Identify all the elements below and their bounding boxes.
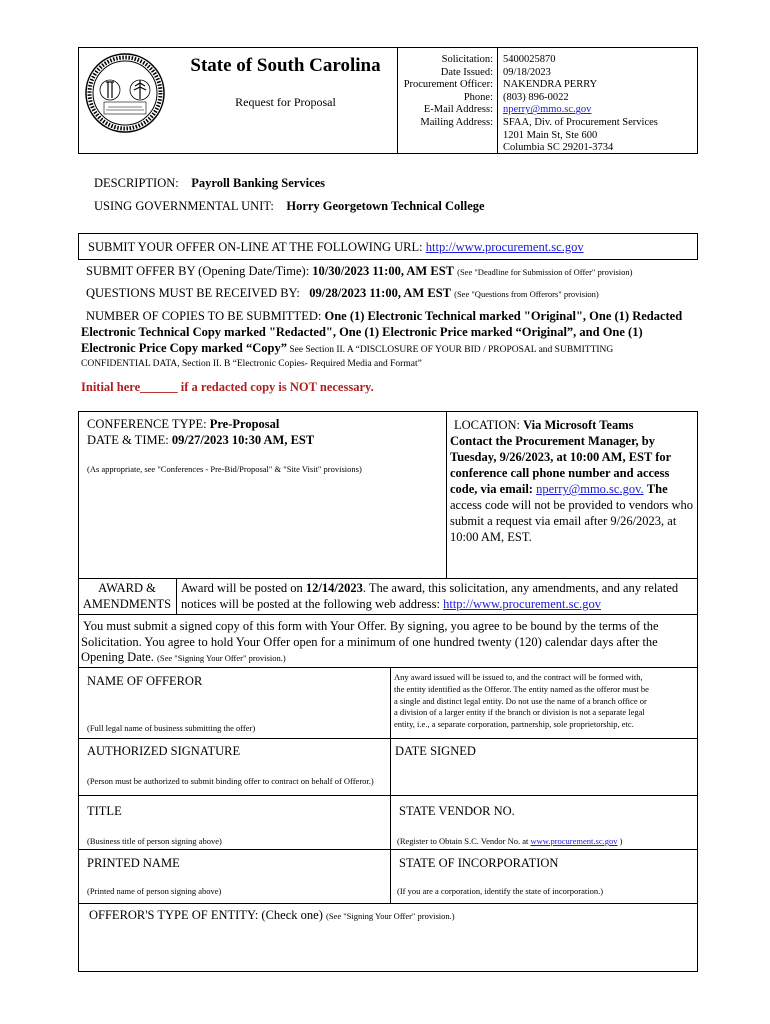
unit-line — [94, 199, 485, 214]
copies-line-2: Electronic Technical Copy marked "Redacted", One (1) Electronic Price marked “Original”, and One (1) — [81, 325, 643, 339]
award-note-2: the entity identified as the Offeror. The entity named as the offeror must be — [394, 683, 649, 694]
header-labels — [400, 54, 493, 130]
award-text — [181, 581, 696, 612]
award-label — [78, 581, 176, 612]
copies-line-3-rest: See Section II. A “DISCLOSURE OF YOUR BID / PROPOSAL and SUBMITTING — [287, 345, 614, 355]
conference-date-line — [87, 433, 442, 449]
offeror-label: NAME OF OFFEROR — [87, 674, 203, 688]
questions-line — [86, 286, 599, 301]
label-officer: Procurement Officer: — [403, 79, 493, 91]
sign-line-1: You must submit a signed copy of this form with Your Offer. By signing, you agree to be bound by the terms of the — [83, 619, 659, 633]
award-line-1 — [181, 581, 696, 597]
loc-line-2: Tuesday, 9/26/2023, at 10:00 AM, EST for — [450, 450, 672, 464]
copies-line-1 — [81, 308, 696, 324]
vendor-label: STATE VENDOR NO. — [399, 804, 515, 818]
sign-note: (See "Signing Your Offer" provision.) — [157, 653, 286, 663]
sign-line-2: Solicitation. You agree to hold Your Offer open for a minimum of one hundred twenty (120) calendar days after the — [81, 634, 658, 649]
offeror-field[interactable] — [82, 690, 386, 718]
incorporation-note: (If you are a corporation, identify the state of incorporation.) — [397, 886, 604, 896]
vendor-field[interactable] — [394, 818, 694, 834]
loc-code-line — [450, 481, 698, 497]
copies-label: NUMBER OF COPIES TO BE SUBMITTED: — [86, 309, 322, 323]
loc-rest-1: access code will not be provided to vendors who — [450, 498, 693, 512]
value-address-3: Columbia SC 29201-3734 — [503, 142, 614, 154]
copies-line-3-bold: Electronic Price Copy marked “Copy” — [81, 341, 287, 355]
loc-rest-3: 10:00 AM, EST. — [450, 530, 532, 544]
sign-text — [81, 619, 696, 667]
submit-by-value: 10/30/2023 11:00, AM EST — [312, 264, 454, 278]
offeror-note: (Full legal name of business submitting the offer) — [87, 723, 256, 733]
questions-value: 09/28/2023 11:00, AM EST — [309, 286, 451, 300]
form-hline-1 — [78, 738, 698, 739]
submit-url-line — [88, 240, 584, 255]
title-note: (Business title of person signing above) — [87, 836, 222, 846]
award-note-5: entity, i.e., a separate corporation, partnership, sole proprietorship, etc. — [394, 719, 634, 730]
award-text-post: . The award, this solicitation, any amendments, and any related — [362, 581, 679, 595]
vendor-url-link[interactable]: www.procurement.sc.gov — [530, 836, 618, 846]
questions-label: QUESTIONS MUST BE RECEIVED BY: — [86, 286, 300, 300]
conference-type-line — [87, 417, 442, 433]
label-phone: Phone: — [463, 91, 493, 103]
loc-line-3: conference call phone number and access — [450, 466, 670, 480]
printed-name-label: PRINTED NAME — [87, 856, 180, 870]
conference-right — [450, 417, 698, 545]
sign-line-3-text: Opening Date. — [81, 650, 154, 664]
loc-email-link[interactable]: nperry@mmo.sc.gov. — [536, 482, 644, 496]
loc-rest-2: submit a request via email after 9/26/2023, at — [450, 514, 677, 528]
printed-name-note: (Printed name of person signing above) — [87, 886, 222, 896]
state-seal — [84, 52, 166, 134]
award-label-1: AWARD & — [98, 581, 156, 595]
value-address-1: SFAA, Div. of Procurement Services — [503, 116, 658, 128]
initial-here: Initial here______ if a redacted copy is NOT necessary. — [81, 380, 374, 394]
conference-date-label: DATE & TIME: — [87, 432, 169, 447]
date-signed-label: DATE SIGNED — [395, 744, 476, 758]
submit-by-line — [86, 264, 632, 279]
award-text-pre: Award will be posted on — [181, 581, 306, 595]
header-values — [503, 54, 693, 155]
value-address-2: 1201 Main St, Ste 600 — [503, 129, 598, 141]
form-hline-3 — [78, 849, 698, 850]
doc-type: Request for Proposal — [235, 95, 336, 109]
sig-date-divider — [390, 738, 391, 795]
questions-note: (See "Questions from Offerors" provision) — [454, 289, 599, 299]
title-field[interactable] — [82, 818, 386, 834]
submit-url-link[interactable]: http://www.procurement.sc.gov — [425, 240, 584, 254]
award-divider — [176, 578, 177, 615]
entity-line — [89, 908, 455, 923]
vendor-note-post: ) — [617, 836, 623, 846]
value-phone: (803) 896-0022 — [503, 91, 569, 103]
incorporation-label: STATE OF INCORPORATION — [399, 856, 559, 870]
conference-note: (As appropriate, see "Conferences - Pre-Bid/Proposal" & "Site Visit" provisions) — [87, 464, 362, 474]
copies-line-3 — [81, 340, 696, 358]
signature-note: (Person must be authorized to submit binding offer to contract on behalf of Offeror.) — [87, 776, 374, 786]
conference-type-value: Pre-Proposal — [209, 417, 280, 431]
entity-note: (See "Signing Your Offer" provision.) — [325, 911, 455, 921]
printed-name-field[interactable] — [82, 871, 386, 885]
label-date-issued: Date Issued: — [440, 66, 493, 78]
award-line-2-text: notices will be posted at the following web address: — [181, 596, 440, 611]
signature-field[interactable] — [82, 760, 386, 776]
label-email: E-Mail Address: — [423, 104, 493, 116]
award-label-2: AMENDMENTS — [82, 596, 172, 611]
value-solicitation: 5400025870 — [503, 54, 556, 65]
date-signed-field[interactable] — [394, 760, 694, 790]
conference-type-label: CONFERENCE TYPE: — [87, 417, 207, 431]
title-label: TITLE — [87, 804, 122, 818]
entity-label: OFFEROR'S TYPE OF ENTITY: (Check one) — [89, 908, 323, 922]
sign-line-3 — [81, 650, 696, 667]
conference-left — [87, 417, 442, 478]
conference-divider — [446, 411, 447, 579]
location-value: Via Microsoft Teams — [523, 418, 634, 432]
signature-label: AUTHORIZED SIGNATURE — [87, 744, 241, 758]
description-value: Payroll Banking Services — [191, 176, 326, 190]
submit-by-note: (See "Deadline for Submission of Offer" provision) — [457, 267, 633, 277]
values-divider — [497, 47, 498, 154]
loc-code-label: code, via email: — [450, 482, 533, 496]
unit-value: Horry Georgetown Technical College — [286, 199, 485, 213]
conference-date-value: 09/27/2023 10:30 AM, EST — [171, 432, 315, 447]
vendor-note-pre: (Register to Obtain S.C. Vendor No. at — [397, 836, 531, 846]
label-mailing: Mailing Address: — [420, 116, 493, 128]
incorporation-field[interactable] — [394, 871, 694, 885]
header-divider — [397, 47, 398, 154]
award-date: 12/14/2023 — [305, 581, 363, 595]
value-email-link[interactable]: nperry@mmo.sc.gov — [503, 104, 592, 116]
form-hline-2 — [78, 795, 698, 796]
description-label: DESCRIPTION: — [94, 176, 179, 190]
label-solicitation: Solicitation: — [441, 54, 493, 65]
copies-line-1-text: One (1) Electronic Technical marked "Original", One (1) Redacted — [324, 309, 683, 323]
location-label: LOCATION: — [454, 418, 520, 432]
award-note-4: a division of a larger entity if the branch or division is not a separate legal — [394, 707, 645, 718]
location-line — [450, 417, 698, 433]
award-url-link[interactable]: http://www.procurement.sc.gov — [443, 596, 601, 611]
form-hline-4 — [78, 903, 698, 904]
value-date-issued: 09/18/2023 — [503, 66, 551, 78]
award-note-3: a single and distinct legal entity. Do not use the name of a branch office or — [394, 695, 647, 706]
state-title: State of South Carolina — [190, 55, 381, 76]
copies-line-4: CONFIDENTIAL DATA, Section II. B “Electronic Copies- Required Media and Format” — [81, 359, 422, 369]
value-officer: NAKENDRA PERRY — [503, 79, 598, 91]
award-note-1: Any award issued will be issued to, and the contract will be formed with, — [394, 672, 643, 682]
submit-by-label: SUBMIT OFFER BY (Opening Date/Time): — [86, 264, 310, 278]
description-line — [94, 176, 325, 191]
loc-the: The — [646, 482, 668, 496]
vendor-note — [397, 836, 622, 846]
award-line-2 — [181, 597, 696, 613]
submit-url-label: SUBMIT YOUR OFFER ON-LINE AT THE FOLLOWING URL: — [88, 240, 423, 254]
award-note — [394, 672, 696, 731]
unit-label: USING GOVERNMENTAL UNIT: — [94, 199, 274, 213]
loc-line-1: Contact the Procurement Manager, by — [450, 434, 655, 448]
copies-block — [81, 308, 696, 371]
